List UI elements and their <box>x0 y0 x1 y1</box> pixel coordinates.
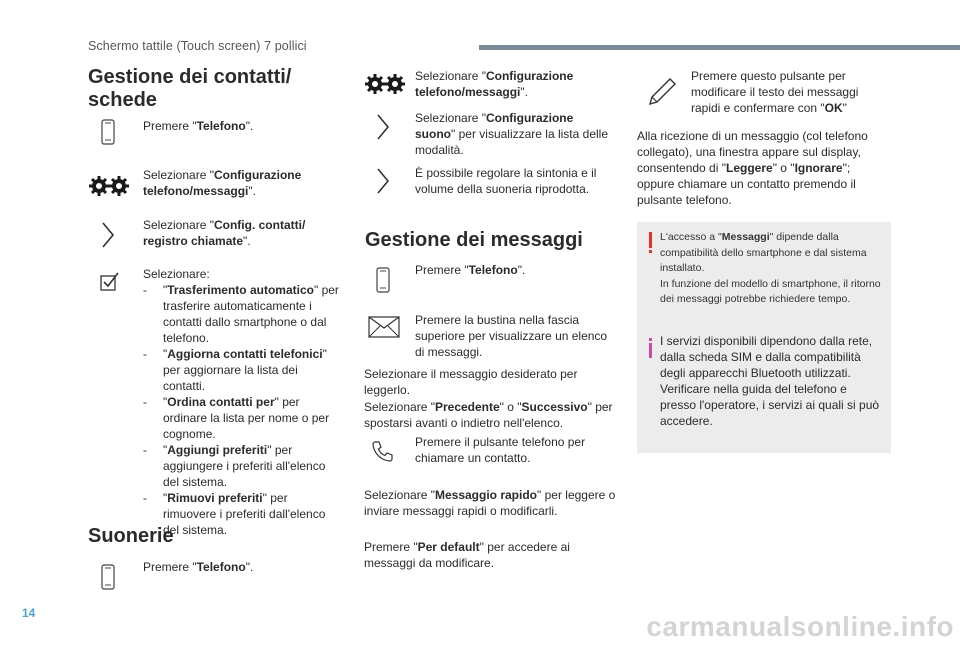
info-note: I servizi disponibili dipendono dalla rete, dalla scheda SIM e dalla compatibilità degli apparecchi Bluetooth utilizzati. Verificare nella guida del telefono e presso l'operatore, i servizi ai quali si può accedere. <box>660 334 880 428</box>
phone-handset-icon <box>371 440 393 462</box>
pencil-icon <box>646 76 678 108</box>
chevron-right-icon <box>376 167 390 195</box>
list-item: - "Aggiungi preferiti" per aggiungere i preferiti all'elenco del sistema. <box>143 443 326 489</box>
list-item: - "Aggiorna contatti telefonici" per aggiornare la lista dei contatti. <box>143 347 327 393</box>
heading-line-2: schede <box>88 89 157 111</box>
gears-icon <box>365 73 405 95</box>
para-quick-message: Selezionare "Messaggio rapido" per leggere o inviare messaggi rapidi o modificarli. <box>364 488 616 518</box>
chevron-right-icon <box>376 113 390 141</box>
info-icon <box>649 343 652 358</box>
step-press-telefono-msg: Premere "Telefono". <box>415 263 526 277</box>
para-select-message: Selezionare il messaggio desiderato per leggerlo. <box>364 367 578 397</box>
smartphone-icon <box>376 267 390 293</box>
list-item: - "Trasferimento automatico" per trasferire automaticamente i contatti dallo smartphone o dal telefono. <box>143 283 339 345</box>
options-intro: Selezionare: <box>143 267 210 281</box>
section-heading-messages: Gestione dei messaggi <box>365 229 583 251</box>
warning-note: L'accesso a "Messaggi" dipende dalla compatibilità dello smartphone e dal sistema installato. In funzione del modello di smartphone, il ritorno dei messaggi potrebbe richiedere tempo. <box>660 231 881 305</box>
header-bar <box>479 45 960 50</box>
section-heading-contacts <box>88 66 291 112</box>
para-default: Premere "Per default" per accedere ai messaggi da modificare. <box>364 540 570 570</box>
para-prev-next: Selezionare "Precedente" o "Successivo" per spostarsi avanti o indietro nell'elenco. <box>364 400 613 430</box>
envelope-icon <box>368 316 400 338</box>
smartphone-icon <box>101 119 115 145</box>
step-select-config-sound: Selezionare "Configurazione suono" per visualizzare la lista delle modalità. <box>415 111 608 157</box>
checkbox-icon <box>98 270 120 292</box>
step-adjust-ringtone: È possibile regolare la sintonia e il volume della suoneria riprodotta. <box>415 166 597 196</box>
info-icon-dot <box>649 338 652 341</box>
gears-icon <box>89 175 129 197</box>
heading-line-1: Gestione dei contatti/ <box>88 66 292 88</box>
warning-icon <box>649 232 652 248</box>
step-edit-quick-msg: Premere questo pulsante per modificare il testo dei messaggi rapidi e confermare con "OK" <box>691 69 859 115</box>
step-select-config-phone: Selezionare "Configurazione telefono/messaggi". <box>143 168 302 198</box>
smartphone-icon <box>101 564 115 590</box>
section-heading-ringtones: Suonerie <box>88 525 174 547</box>
step-select-options <box>143 266 343 538</box>
para-message-received: Alla ricezione di un messaggio (col telefono collegato), una finestra appare sul display, consentendo di "Leggere" o "Ignorare"; oppure chiamare un contatto premendo il pulsante telefono. <box>637 129 868 207</box>
chevron-right-icon <box>101 221 115 249</box>
running-header: Schermo tattile (Touch screen) 7 pollici <box>88 39 307 53</box>
watermark: carmanualsonline.info <box>646 611 954 642</box>
list-item: - "Rimuovi preferiti" per rimuovere i preferiti dall'elenco del sistema. <box>143 491 326 537</box>
step-select-config-contacts: Selezionare "Config. contatti/ registro chiamate". <box>143 218 306 248</box>
step-press-telefono: Premere "Telefono". <box>143 119 254 133</box>
warning-icon-dot <box>649 250 652 253</box>
list-item: - "Ordina contatti per" per ordinare la lista per nome o per cognome. <box>143 395 330 441</box>
step-press-envelope: Premere la bustina nella fascia superiore per visualizzare un elenco di messaggi. <box>415 313 608 359</box>
options-list <box>143 282 343 538</box>
page-number: 14 <box>22 606 36 620</box>
step-call-contact: Premere il pulsante telefono per chiamare un contatto. <box>415 435 586 465</box>
step-press-telefono-ring: Premere "Telefono". <box>143 560 254 574</box>
step-select-config-phone-2: Selezionare "Configurazione telefono/messaggi". <box>415 69 574 99</box>
